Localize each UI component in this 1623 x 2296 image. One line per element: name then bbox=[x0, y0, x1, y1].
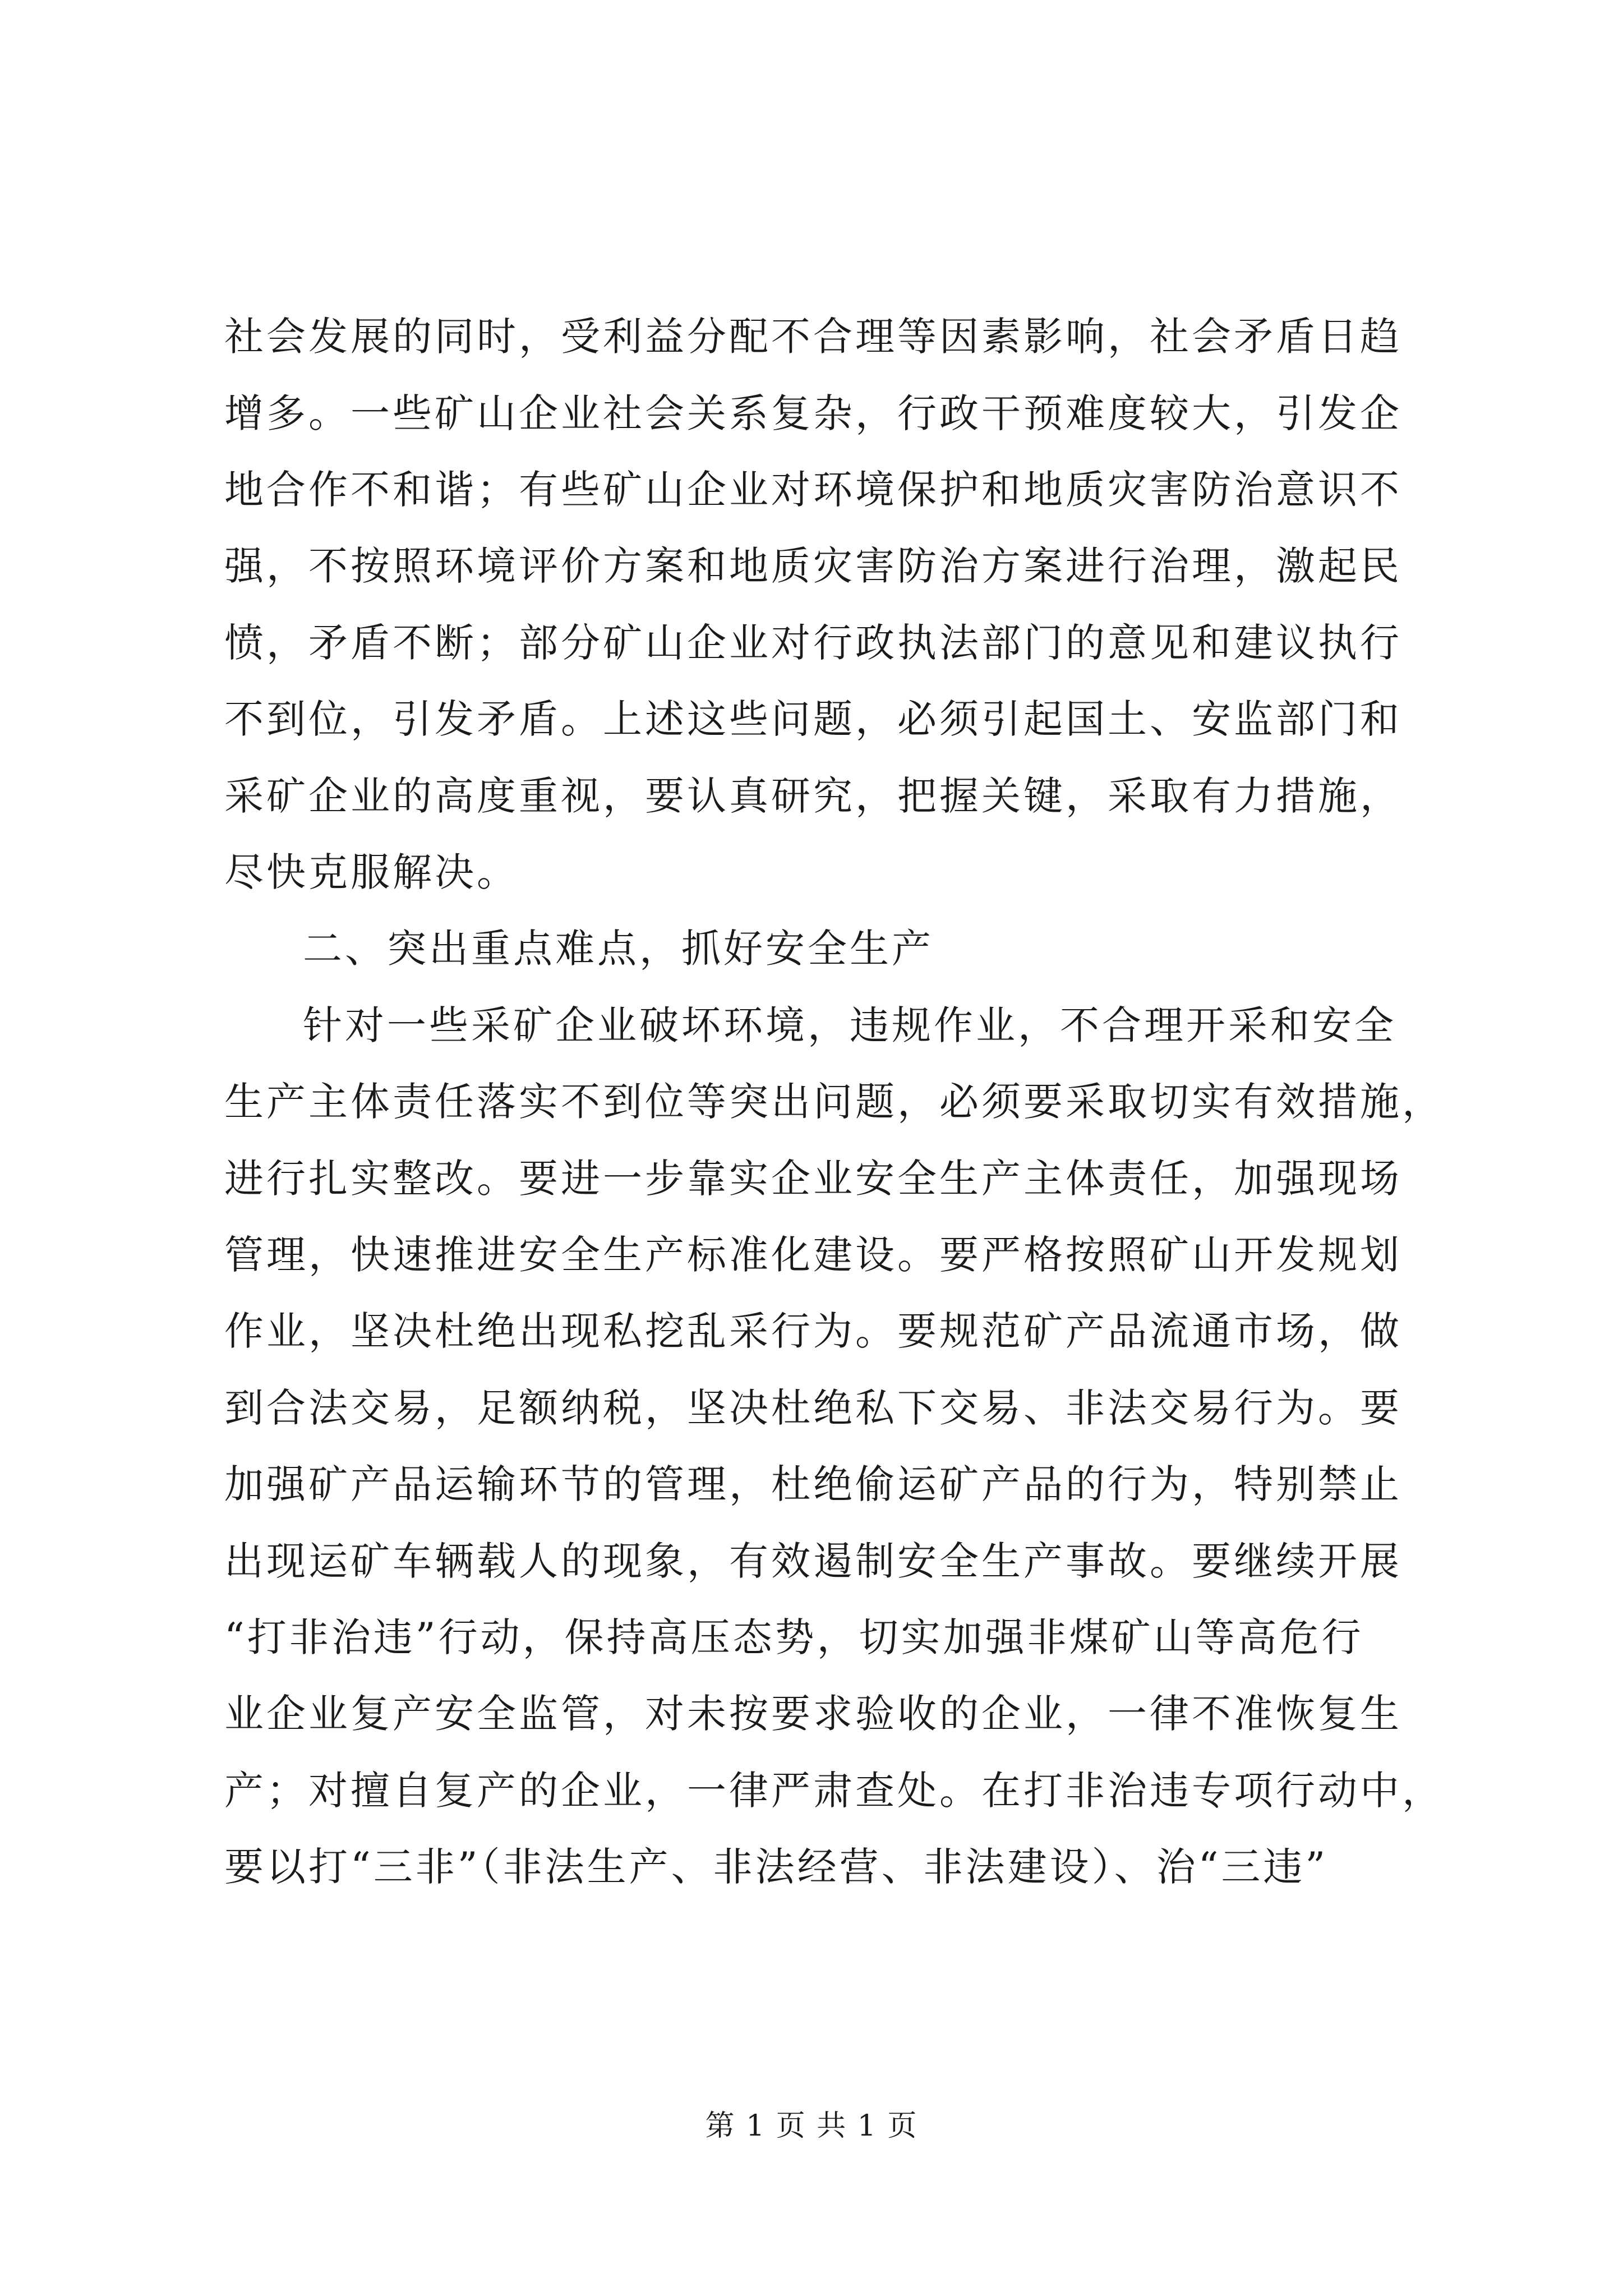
body-line: 到合法交易，足额纳税，坚决杜绝私下交易、非法交易行为。要 bbox=[224, 1385, 1402, 1431]
body-line: 业企业复产安全监管，对未按要求验收的企业，一律不准恢复生 bbox=[224, 1691, 1402, 1737]
body-line: 进行扎实整改。要进一步靠实企业安全生产主体责任，加强现场 bbox=[224, 1156, 1402, 1202]
body-line: 出现运矿车辆载人的现象，有效遏制安全生产事故。要继续开展 bbox=[224, 1538, 1402, 1584]
body-line: 增多。一些矿山企业社会关系复杂，行政干预难度较大，引发企 bbox=[224, 390, 1402, 436]
body-line: 加强矿产品运输环节的管理，杜绝偷运矿产品的行为，特别禁止 bbox=[224, 1461, 1402, 1507]
page-footer: 第 1 页 共 1 页 bbox=[705, 2109, 918, 2143]
body-line: 愤，矛盾不断；部分矿山企业对行政执法部门的意见和建议执行 bbox=[224, 620, 1402, 666]
body-line: 作业，坚决杜绝出现私挖乱采行为。要规范矿产品流通市场，做 bbox=[224, 1308, 1402, 1354]
body-line: 要以打“三非”（非法生产、非法经营、非法建设）、治“三违” bbox=[224, 1844, 1329, 1890]
body-line: 尽快克服解决。 bbox=[224, 849, 519, 895]
body-line: 强，不按照环境评价方案和地质灾害防治方案进行治理，激起民 bbox=[224, 543, 1402, 589]
paragraph-first-line: 针对一些采矿企业破坏环境，违规作业，不合理开采和安全 bbox=[303, 1002, 1396, 1048]
section-heading: 二、突出重点难点，抓好安全生产 bbox=[303, 926, 934, 972]
body-line: 管理，快速推进安全生产标准化建设。要严格按照矿山开发规划 bbox=[224, 1232, 1402, 1278]
body-line: “打非治违”行动，保持高压态势，切实加强非煤矿山等高危行 bbox=[224, 1614, 1364, 1660]
body-line: 社会发展的同时，受利益分配不合理等因素影响，社会矛盾日趋 bbox=[224, 314, 1402, 360]
body-line: 采矿企业的高度重视，要认真研究，把握关键，采取有力措施， bbox=[224, 773, 1402, 819]
body-line: 生产主体责任落实不到位等突出问题，必须要采取切实有效措施， bbox=[224, 1079, 1444, 1125]
body-line: 不到位，引发矛盾。上述这些问题，必须引起国土、安监部门和 bbox=[224, 696, 1402, 742]
body-line: 地合作不和谐；有些矿山企业对环境保护和地质灾害防治意识不 bbox=[224, 467, 1402, 513]
body-line: 产；对擅自复产的企业，一律严肃查处。在打非治违专项行动中， bbox=[224, 1768, 1444, 1814]
